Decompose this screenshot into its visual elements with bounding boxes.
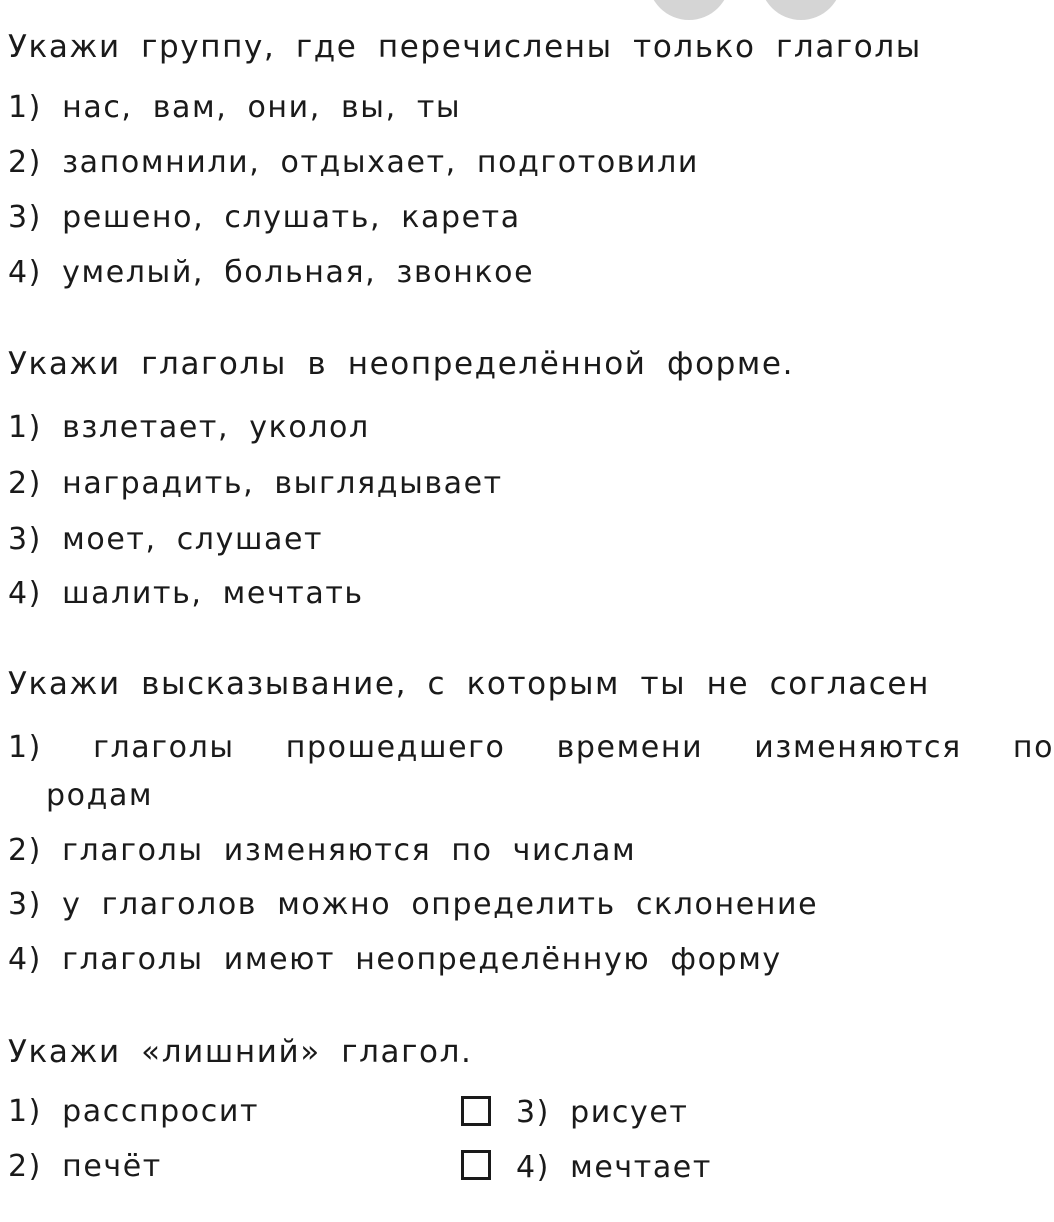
overlay-button-right[interactable] bbox=[760, 0, 842, 20]
question-1-option-2: 2) запомнили, отдыхает, подготовили bbox=[8, 145, 700, 180]
question-2-option-1: 1) взлетает, уколол bbox=[8, 410, 370, 445]
question-4-option-2: 2) печёт bbox=[8, 1149, 162, 1184]
question-3-option-1: 1) глаголы прошедшего времени изменяются по bbox=[8, 730, 1054, 765]
question-3-option-4: 4) глаголы имеют неопределённую форму bbox=[8, 942, 782, 977]
answer-checkbox-2[interactable] bbox=[461, 1150, 491, 1180]
question-1-prompt: Укажи группу, где перечислены только глаголы bbox=[8, 29, 922, 65]
question-4-prompt: Укажи «лишний» глагол. bbox=[8, 1034, 473, 1070]
question-1-option-4: 4) умелый, больная, звонкое bbox=[8, 255, 535, 290]
question-3-option-3: 3) у глаголов можно определить склонение bbox=[8, 887, 819, 922]
question-2-option-2: 2) наградить, выглядывает bbox=[8, 466, 503, 501]
overlay-button-left[interactable] bbox=[648, 0, 730, 20]
question-3-option-1-continuation: родам bbox=[46, 778, 154, 813]
question-4-option-1: 1) расспросит bbox=[8, 1094, 260, 1129]
question-4-option-3: 3) рисует bbox=[516, 1095, 689, 1130]
question-3-option-2: 2) глаголы изменяются по числам bbox=[8, 833, 637, 868]
question-3-prompt: Укажи высказывание, с которым ты не согласен bbox=[8, 666, 930, 702]
question-4-option-4: 4) мечтает bbox=[516, 1150, 712, 1185]
question-1-option-3: 3) решено, слушать, карета bbox=[8, 200, 521, 235]
answer-checkbox-1[interactable] bbox=[461, 1096, 491, 1126]
question-2-option-3: 3) моет, слушает bbox=[8, 522, 324, 557]
question-2-prompt: Укажи глаголы в неопределённой форме. bbox=[8, 346, 795, 382]
question-2-option-4: 4) шалить, мечтать bbox=[8, 576, 364, 611]
question-1-option-1: 1) нас, вам, они, вы, ты bbox=[8, 90, 462, 125]
